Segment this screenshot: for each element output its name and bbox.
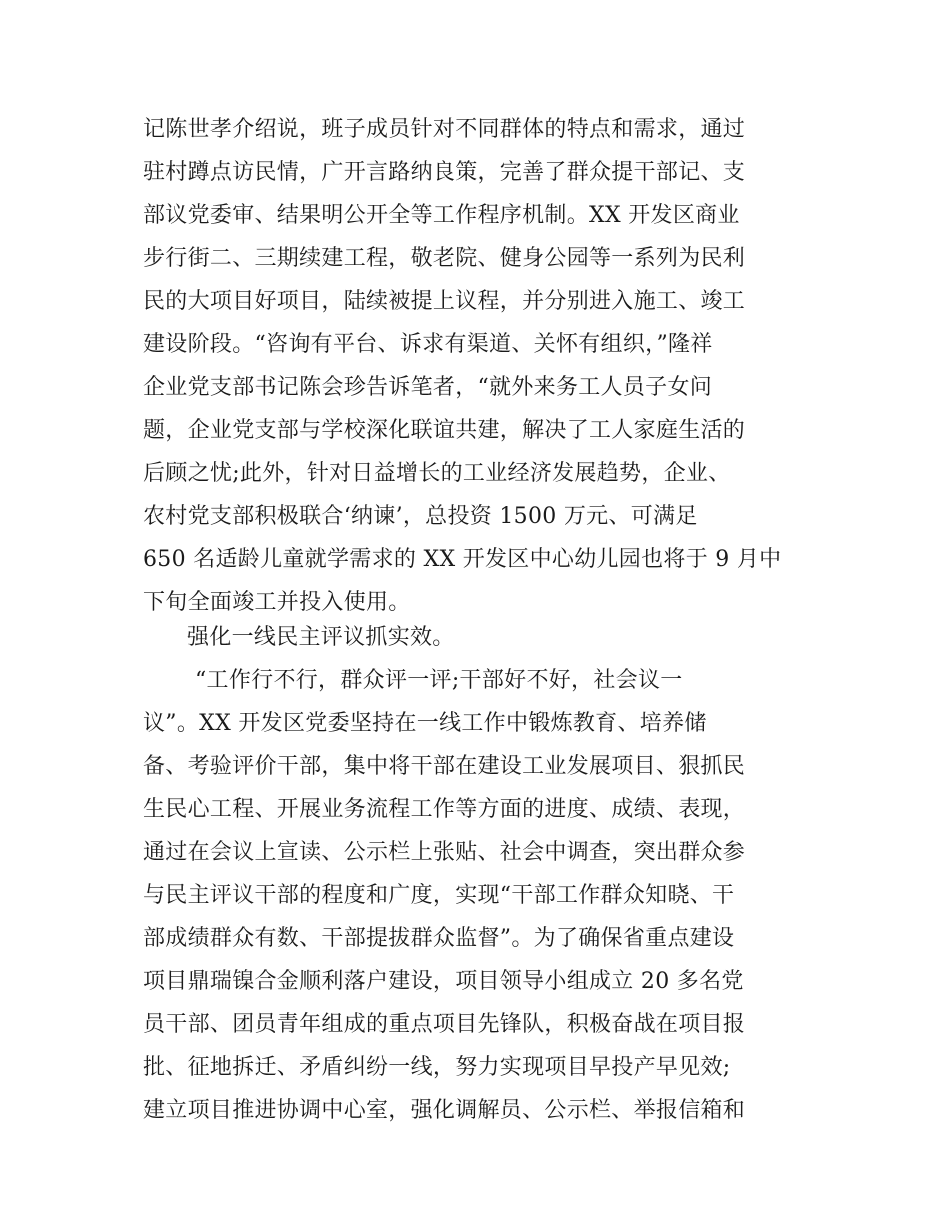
paragraph-line: 后顾之忧;此外，针对日益增长的工业经济发展趋势，企业、 <box>143 461 731 486</box>
paragraph-line: 农村党支部积极联合‘纳谏’，总投资 1500 万元、可满足 <box>143 504 698 529</box>
paragraph-line: 备、考验评价干部，集中将干部在建设工业发展项目、狠抓民 <box>143 754 746 779</box>
paragraph-1 <box>143 108 823 624</box>
paragraph-line: 驻村蹲点访民情，广开言路纳良策，完善了群众提干部记、支 <box>143 160 746 185</box>
paragraph-line: “工作行不行，群众评一评;干部好不好，社会议一 <box>195 668 683 693</box>
paragraph-line: 生民心工程、开展业务流程工作等方面的进度、成绩、表现， <box>143 797 746 822</box>
paragraph-line: 题，企业党支部与学校深化联谊共建，解决了工人家庭生活的 <box>143 418 746 443</box>
paragraph-line: 建设阶段。“咨询有平台、诉求有渠道、关怀有组织，”隆祥 <box>143 332 713 357</box>
paragraph-line: 民的大项目好项目，陆续被提上议程，并分别进入施工、竣工 <box>143 289 746 314</box>
paragraph-line: 项目鼎瑞镍合金顺利落户建设，项目领导小组成立 20 多名党 <box>143 969 744 994</box>
paragraph-line: 部成绩群众有数、干部提拔群众监督”。为了确保省重点建设 <box>143 926 735 951</box>
paragraph-line: 下旬全面竣工并投入使用。 <box>143 590 411 615</box>
paragraph-line: 批、征地拆迁、矛盾纠纷一线，努力实现项目早投产早见效; <box>143 1055 731 1080</box>
paragraph-line: 议”。XX 开发区党委坚持在一线工作中锻炼教育、培养储 <box>143 711 707 736</box>
paragraph-line: 通过在会议上宣读、公示栏上张贴、社会中调查，突出群众参 <box>143 840 746 865</box>
paragraph-line: 建立项目推进协调中心室，强化调解员、公示栏、举报信箱和 <box>143 1098 746 1123</box>
section-heading-block <box>143 616 823 659</box>
paragraph-2 <box>143 659 823 1132</box>
paragraph-line: 企业党支部书记陈会珍告诉笔者，“就外来务工人员子女问 <box>143 375 713 400</box>
paragraph-line: 650 名适龄儿童就学需求的 XX 开发区中心幼儿园也将于 9 月中 <box>143 547 782 572</box>
paragraph-line: 步行街二、三期续建工程，敬老院、健身公园等一系列为民利 <box>143 246 746 271</box>
paragraph-line: 部议党委审、结果明公开全等工作程序机制。XX 开发区商业 <box>143 203 740 228</box>
section-heading: 强化一线民主评议抓实效。 <box>187 625 455 650</box>
paragraph-line: 员干部、团员青年组成的重点项目先锋队，积极奋战在项目报 <box>143 1012 746 1037</box>
paragraph-line: 与民主评议干部的程度和广度，实现“干部工作群众知晓、干 <box>143 883 735 908</box>
paragraph-line: 记陈世孝介绍说，班子成员针对不同群体的特点和需求，通过 <box>143 117 746 142</box>
